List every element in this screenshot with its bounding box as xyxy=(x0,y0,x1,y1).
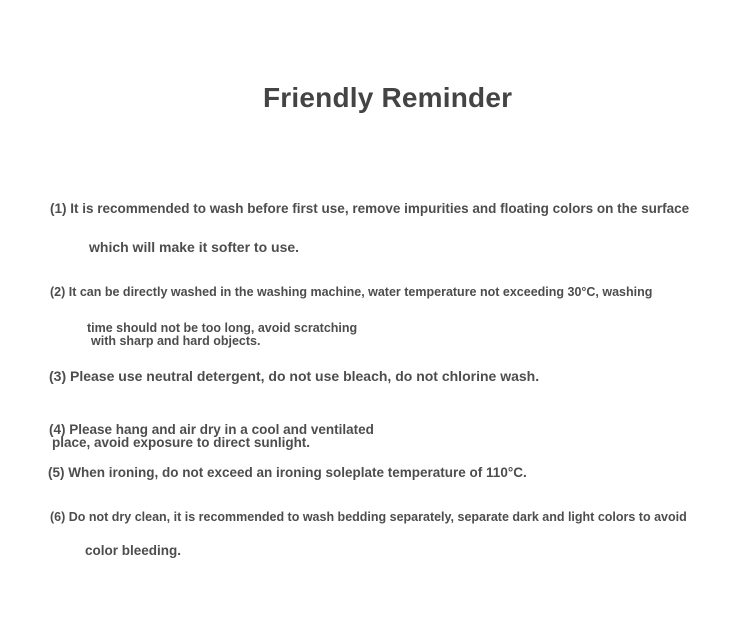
item-2-line-3: with sharp and hard objects. xyxy=(91,334,261,348)
page-title: Friendly Reminder xyxy=(263,82,513,113)
item-5-line-1: (5) When ironing, do not exceed an ironing soleplate temperature of 110°C. xyxy=(48,465,527,480)
item-3-line-1: (3) Please use neutral detergent, do not use bleach, do not chlorine wash. xyxy=(49,368,540,384)
item-2-line-1: (2) It can be directly washed in the washing machine, water temperature not exceeding 30°C, washing xyxy=(50,285,653,299)
item-1-line-2: which will make it softer to use. xyxy=(89,239,300,255)
item-2-line-2: time should not be too long, avoid scratching xyxy=(87,321,358,335)
item-4-line-2: place, avoid exposure to direct sunlight. xyxy=(52,435,311,450)
item-4-line-1: (4) Please hang and air dry in a cool and ventilated xyxy=(49,422,374,437)
item-6-line-2: color bleeding. xyxy=(85,543,182,558)
item-6-line-1: (6) Do not dry clean, it is recommended to wash bedding separately, separate dark and light colors to avoid xyxy=(50,510,687,524)
item-1-line-1: (1) It is recommended to wash before first use, remove impurities and floating colors on the surface xyxy=(50,201,690,216)
